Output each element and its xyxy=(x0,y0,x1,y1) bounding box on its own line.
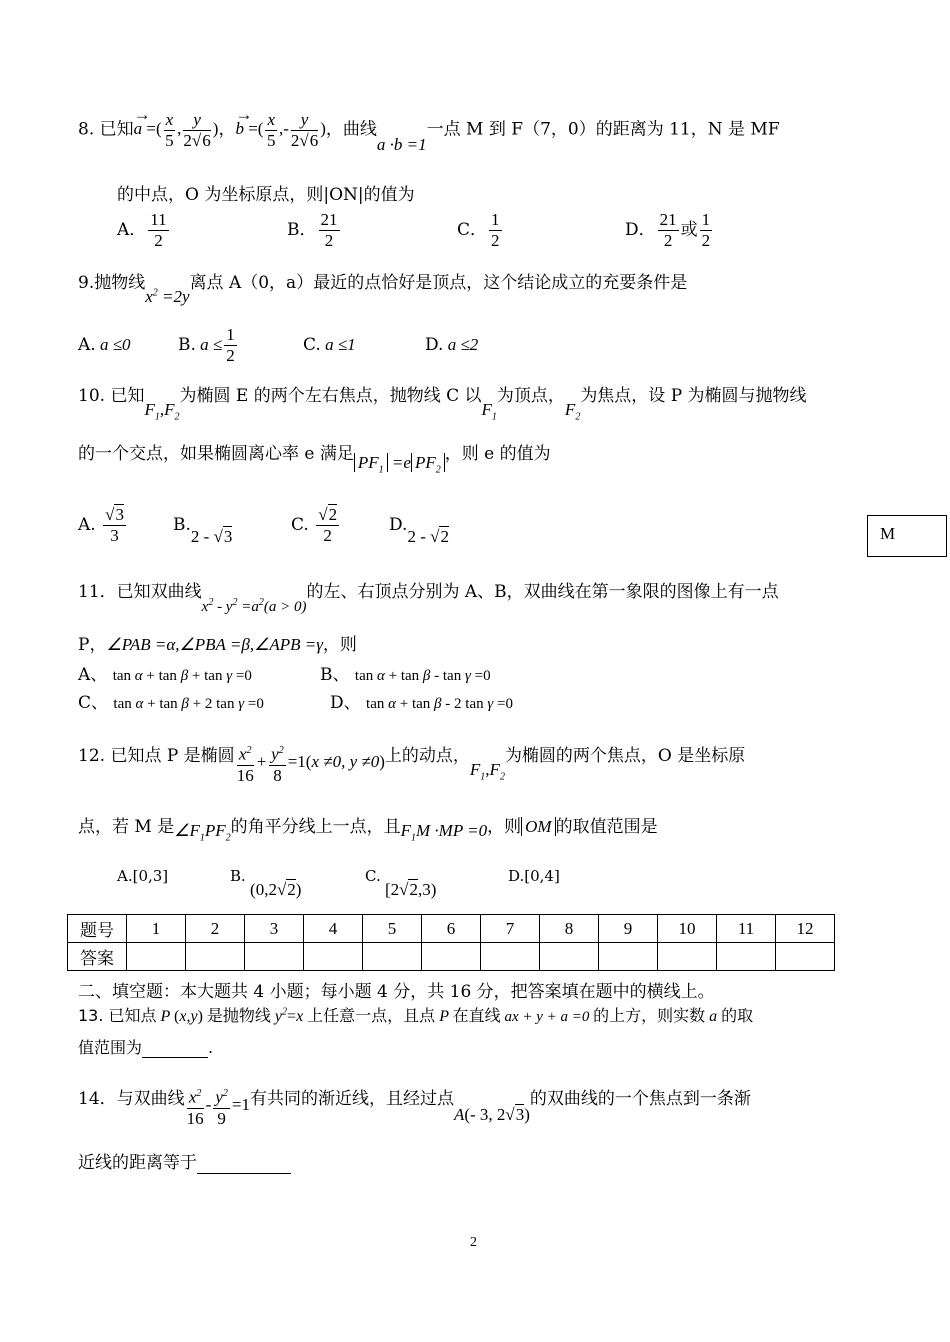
q11-option-a: A、 tan α + tan β + tan γ =0 xyxy=(78,665,252,685)
q14-pre: 14．与双曲线 xyxy=(78,1089,185,1110)
q9-post: 离点 A（0，a）最近的点恰好是顶点，这个结论成立的充要条件是 xyxy=(189,273,688,293)
answer-table-number: 7 xyxy=(481,915,540,943)
q10-f2: $F_2$ xyxy=(564,400,581,423)
q12-line1 xyxy=(78,735,746,785)
q11-option-c: C、 tan α + tan β + 2 tan γ =0 xyxy=(78,693,264,713)
q13-answer-blank[interactable] xyxy=(142,1038,208,1058)
q14-line2: 近线的距离等于 xyxy=(78,1148,291,1174)
q8-line2: 的中点，O 为坐标原点，则|ON|的值为 xyxy=(117,185,415,205)
q8-option-a: A． $\frac{11}{2}$ xyxy=(117,210,167,250)
q8-options xyxy=(117,210,714,251)
q9-option-a: A. a ≤0 xyxy=(78,335,131,355)
q12-line2-mid2: ，则 xyxy=(487,817,522,837)
q14-point: A(- 3, 2√3) xyxy=(453,1105,530,1125)
answer-table-answer-label: 答案 xyxy=(68,943,127,971)
q13-p1: 是抛物线 xyxy=(206,1006,271,1025)
answer-cell[interactable] xyxy=(422,943,481,971)
answer-cell[interactable] xyxy=(658,943,717,971)
q10-t1: 为椭圆 E 的两个左右焦点，抛物线 C 以 xyxy=(179,386,482,406)
q12-perp: $F_1M \cdot MP =0$ xyxy=(400,821,488,844)
q12-om: OM xyxy=(521,817,555,836)
q8-option-d: D． $\frac{21}{2}$ 或 $\frac{1}{2}$ xyxy=(625,210,711,250)
q9-options xyxy=(78,325,478,366)
q12-pre: 12. 已知点 P 是椭圆 xyxy=(78,746,235,767)
answer-box-m: M xyxy=(867,515,947,557)
q13-line-eq: ax + y + a =0 xyxy=(500,1009,594,1025)
answer-table-header-label: 题号 xyxy=(68,915,127,943)
q13-p4: 的上方，则实数 xyxy=(593,1006,706,1025)
q13-line2: 值范围为 . xyxy=(78,1038,214,1057)
q13-p3: 在直线 xyxy=(452,1006,501,1025)
answer-table-number: 4 xyxy=(304,915,363,943)
q12-options xyxy=(117,866,560,899)
q14-hyperbola-eq: $\frac{x^2}{16}$ - $\frac{y^2}{9}$ =1 xyxy=(185,1095,250,1114)
q9-pre: 9.抛物线 xyxy=(78,273,146,293)
q11-angles: ∠PAB =α,∠PBA =β,∠APB =γ xyxy=(106,635,323,654)
q13-p5: 的取 xyxy=(721,1006,754,1025)
q11-line2-post: ，则 xyxy=(322,635,357,655)
answer-cell[interactable] xyxy=(540,943,599,971)
q8-post: 一点 M 到 F（7，0）的距离为 11，N 是 MF xyxy=(426,119,780,140)
q11-line2-pre: P， xyxy=(78,635,107,655)
answer-table xyxy=(67,914,835,971)
q12-line2-mid: 的角平分线上一点，且 xyxy=(230,817,401,837)
q10-line1 xyxy=(78,381,807,423)
answer-table-answer-row xyxy=(68,943,835,971)
q10-foci: $F_1,F_2$ xyxy=(144,400,180,423)
answer-table-number: 9 xyxy=(599,915,658,943)
answer-cell[interactable] xyxy=(481,943,540,971)
q12-line2-post: 的取值范围是 xyxy=(555,817,658,837)
q12-angle: $\angle F_1PF_2$ xyxy=(174,821,231,844)
q8-vector-a-value: =( $\frac{x}{5}$ , $\frac{y}{2√6}$ ) xyxy=(142,110,219,150)
answer-cell[interactable] xyxy=(245,943,304,971)
q8-line1 xyxy=(78,105,780,155)
q11-option-d: D、 tan α + tan β - 2 tan γ =0 xyxy=(330,693,513,713)
q13-p2: 上任意一点，且点 xyxy=(307,1006,436,1025)
q8-vector-a: a → xyxy=(133,105,151,139)
q12-option-d: D.[0,4] xyxy=(508,867,560,885)
answer-cell[interactable] xyxy=(186,943,245,971)
answer-table-number: 10 xyxy=(658,915,717,943)
q10-t3: 为焦点，设 P 为椭圆与抛物线 xyxy=(580,386,807,406)
q11-option-b: B、 tan α + tan β - tan γ =0 xyxy=(320,665,491,685)
q10-options xyxy=(78,505,449,546)
q8-pre: 8. 已知 xyxy=(78,119,134,140)
q12-option-c: C. [2√2,3) xyxy=(365,867,437,899)
q13-pre: 13. 已知点 xyxy=(78,1006,157,1025)
answer-table-number: 1 xyxy=(127,915,186,943)
q10-option-c: C. $\frac{√2}{2}$ xyxy=(291,505,338,545)
answer-cell[interactable] xyxy=(127,943,186,971)
answer-cell[interactable] xyxy=(363,943,422,971)
q11-pre: 11．已知双曲线 xyxy=(78,582,202,602)
q12-option-a: A.[0,3] xyxy=(117,867,169,885)
answer-cell[interactable] xyxy=(776,943,835,971)
q12-mid: 上的动点， xyxy=(384,746,470,767)
q10-option-d: D.2 - √2 xyxy=(389,515,449,546)
q10-option-b: B.2 - √3 xyxy=(173,515,233,546)
q9-option-b: B. a ≤ $\frac{1}{2}$ xyxy=(178,325,235,365)
q10-pre: 10. 已知 xyxy=(78,386,145,406)
answer-table-number: 2 xyxy=(186,915,245,943)
q14-post: 的双曲线的一个焦点到一条渐 xyxy=(529,1089,751,1110)
answer-table-number: 12 xyxy=(776,915,835,943)
q14-line1 xyxy=(78,1078,751,1128)
q13-line1: 13. 已知点 P (x,y) 是抛物线 $y^2=x$ 上任意一点，且点 P 在直线 ax + y + a =0 的上方，则实数 a 的取 xyxy=(78,1006,754,1025)
q9-option-c: C. a ≤1 xyxy=(303,335,356,355)
q9-parabola-eq: $x^2 =2y$ xyxy=(145,287,190,306)
q11-line1 xyxy=(78,577,779,615)
q8-vector-b: b → xyxy=(235,105,253,139)
q10-line2-pre: 的一个交点，如果椭圆离心率 e 满足 xyxy=(78,444,354,464)
q11-hyperbola-eq: $x^2 - y^2 =a^2(a > 0)$ xyxy=(201,597,307,615)
q8-mid: ，曲线 xyxy=(325,119,377,140)
answer-table-number: 11 xyxy=(717,915,776,943)
q10-option-a: A. $\frac{√3}{3}$ xyxy=(78,505,124,545)
answer-table-number: 3 xyxy=(245,915,304,943)
answer-table-number: 5 xyxy=(363,915,422,943)
q10-line2-post: ，则 e 的值为 xyxy=(444,444,551,464)
answer-table-number: 8 xyxy=(540,915,599,943)
q12-foci: $F_1,F_2$ xyxy=(469,760,505,783)
answer-cell[interactable] xyxy=(304,943,363,971)
q8-option-c: C． $\frac{1}{2}$ xyxy=(457,210,500,250)
q12-ellipse-eq: $\frac{x^2}{16}$ + $\frac{y^2}{8}$ =1(x ≠0, y ≠0) xyxy=(235,752,385,771)
answer-cell[interactable] xyxy=(717,943,776,971)
q11-line2 xyxy=(78,630,357,655)
q10-f1: $F_1$ xyxy=(481,400,497,423)
q12-post: 为椭圆的两个焦点，O 是坐标原 xyxy=(504,746,746,767)
q12-option-b: B. (0,2√2) xyxy=(230,867,302,899)
section2-heading: 二、填空题：本大题共 4 小题；每小题 4 分，共 16 分，把答案填在题中的横线上。 xyxy=(78,982,715,1002)
answer-table-number: 6 xyxy=(422,915,481,943)
q10-t2: 为顶点， xyxy=(496,386,565,406)
page-number: 2 xyxy=(470,1235,477,1250)
q9-option-d: D. a ≤2 xyxy=(425,335,479,355)
answer-cell[interactable] xyxy=(599,943,658,971)
q11-post: 的左、右顶点分别为 A、B，双曲线在第一象限的图像上有一点 xyxy=(306,582,779,602)
q12-line2-pre: 点，若 M 是 xyxy=(78,817,175,837)
q9-line1 xyxy=(78,268,688,306)
q14-mid: 有共同的渐近线，且经过点 xyxy=(249,1089,454,1110)
q14-answer-blank[interactable] xyxy=(197,1153,291,1174)
q8-vector-b-value: =( $\frac{x}{5}$ ,- $\frac{y}{2√6}$ ) xyxy=(243,110,326,150)
q13-parabola: $y^2=x$ xyxy=(270,1006,308,1025)
q8-curve-eq: a ·b =1 xyxy=(376,135,427,155)
q10-line2 xyxy=(78,439,551,476)
q12-line2 xyxy=(78,812,658,844)
q8-option-b: B． $\frac{21}{2}$ xyxy=(287,210,338,250)
q8-sep: ， xyxy=(218,119,236,140)
q10-condition: $PF_1 =e$ $PF_2$ xyxy=(354,453,445,472)
q11-options-row2 xyxy=(78,688,513,713)
answer-table-header-row xyxy=(68,915,835,943)
q13-line2: 值范围为 xyxy=(78,1038,143,1057)
q11-options-row1 xyxy=(78,660,491,685)
